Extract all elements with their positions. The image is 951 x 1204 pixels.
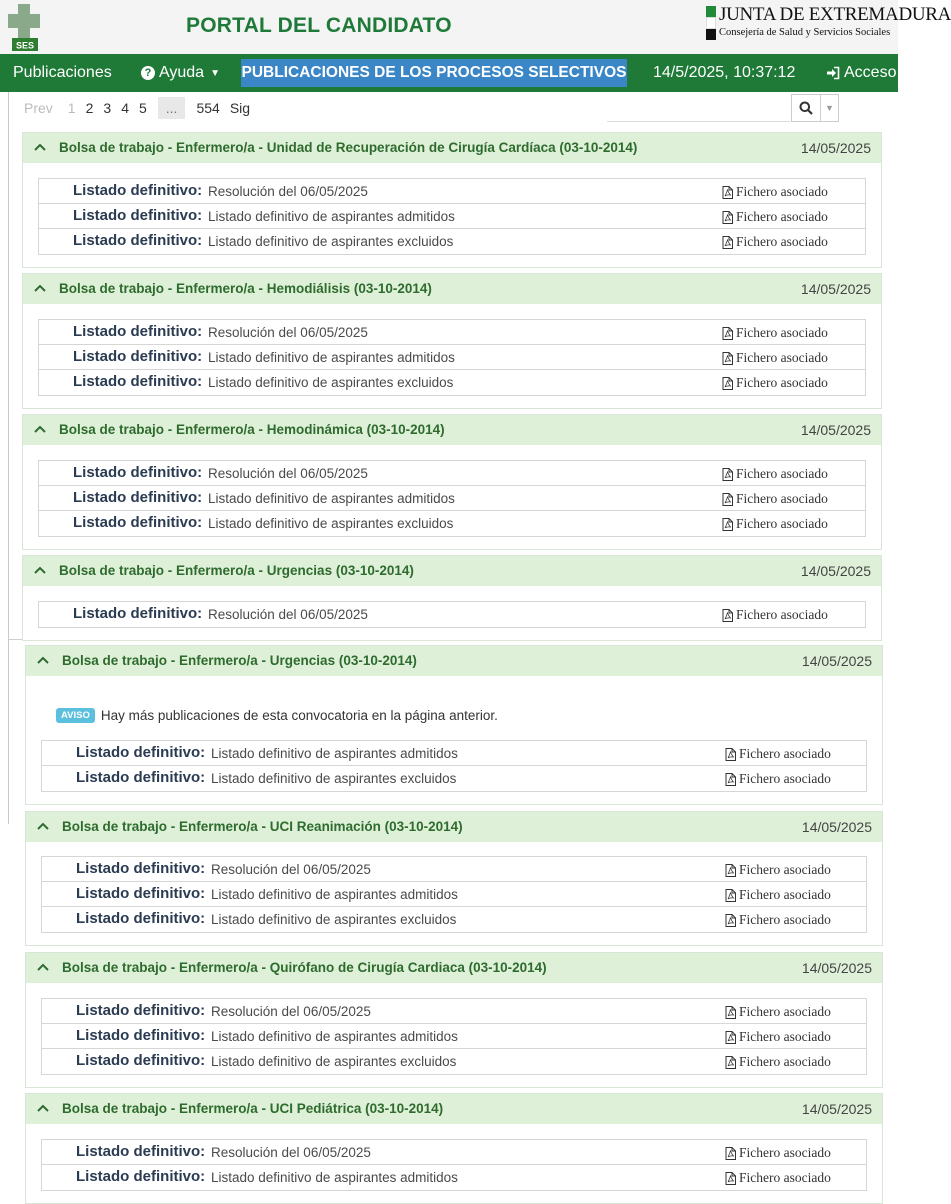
publication-panel [25,952,883,1088]
file-link[interactable] [725,1170,831,1186]
publication-rows [38,460,866,537]
pagination-page-last[interactable]: 554 [196,100,220,116]
junta-subtitle: Consejería de Salud y Servicios Sociales [719,27,891,38]
file-link-label: Fichero asociado [736,607,828,622]
file-link[interactable] [725,887,831,903]
row-text: Listado definitivo de aspirantes admitidos [211,746,458,761]
row-label: Listado definitivo: [76,744,206,761]
panel-header[interactable] [26,646,882,676]
file-link-label: Fichero asociado [736,516,828,531]
file-link-label: Fichero asociado [736,491,828,506]
table-row [42,766,866,791]
row-label: Listado definitivo: [76,1002,206,1019]
panel-title: Bolsa de trabajo - Enfermero/a - Quirófano de Cirugía Cardiaca (03-10-2014) [62,960,547,975]
file-link-label: Fichero asociado [739,1054,831,1069]
table-row [39,370,865,395]
file-link-label: Fichero asociado [736,209,828,224]
row-text: Listado definitivo de aspirantes admitidos [211,1170,458,1185]
panel-title: Bolsa de trabajo - Enfermero/a - Unidad de Recuperación de Cirugía Cardíaca (03-10-2014) [59,140,638,155]
row-label: Listado definitivo: [76,769,206,786]
search-button[interactable] [791,94,821,122]
file-pdf-icon [722,352,733,365]
pagination-page-5[interactable]: 5 [138,100,147,116]
publication-panel [25,1093,883,1204]
caret-down-icon: ▼ [210,67,220,79]
publication-panel [22,132,882,268]
pagination-page-2[interactable]: 2 [85,100,94,116]
row-label: Listado definitivo: [73,182,203,199]
row-text: Resolución del 06/05/2025 [208,184,368,199]
panel-date: 14/05/2025 [801,819,872,835]
file-pdf-icon [725,914,736,927]
panel-header[interactable] [26,953,882,983]
row-label: Listado definitivo: [73,605,203,622]
row-label: Listado definitivo: [73,232,203,249]
row-text: Listado definitivo de aspirantes admitidos [208,350,455,365]
file-pdf-icon [725,1147,736,1160]
panel-title: Bolsa de trabajo - Enfermero/a - Urgencias (03-10-2014) [59,563,414,578]
row-text: Listado definitivo de aspirantes excluidos [211,1054,457,1069]
file-pdf-icon [725,1031,736,1044]
table-row [42,1024,866,1049]
publication-rows [41,1139,867,1191]
row-text: Resolución del 06/05/2025 [208,607,368,622]
caret-down-icon: ▼ [825,103,834,113]
table-row [39,229,865,254]
file-link[interactable] [722,234,828,250]
file-link[interactable] [725,1145,831,1161]
row-label: Listado definitivo: [73,348,203,365]
nav-publicaciones[interactable]: Publicaciones [13,64,112,81]
file-pdf-icon [722,236,733,249]
table-row [42,857,866,882]
file-pdf-icon [725,889,736,902]
file-pdf-icon [725,1006,736,1019]
row-text: Resolución del 06/05/2025 [208,466,368,481]
pagination-ellipsis: ... [158,97,186,119]
file-pdf-icon [725,864,736,877]
panel-date: 14/05/2025 [801,653,872,669]
panel-title: Bolsa de trabajo - Enfermero/a - UCI Reanimación (03-10-2014) [62,819,463,834]
panel-date: 14/05/2025 [800,281,871,297]
row-label: Listado definitivo: [76,1052,206,1069]
row-text: Listado definitivo de aspirantes admitidos [208,209,455,224]
pagination-page-4[interactable]: 4 [121,100,129,116]
file-link[interactable] [725,1029,831,1045]
panel-title: Bolsa de trabajo - Enfermero/a - UCI Pediátrica (03-10-2014) [62,1101,444,1116]
file-link[interactable] [722,607,828,623]
publication-panel [25,645,883,805]
file-link[interactable] [725,1054,831,1070]
file-link-label: Fichero asociado [739,1170,831,1185]
nav-ayuda-label: Ayuda [159,64,205,81]
row-text: Listado definitivo de aspirantes admitidos [211,887,458,902]
file-link[interactable] [722,350,828,366]
chevron-up-icon[interactable] [36,960,50,974]
publication-rows [38,178,866,255]
file-link-label: Fichero asociado [739,1004,831,1019]
search-dropdown-toggle[interactable] [821,94,839,122]
panel-header[interactable] [26,1094,882,1124]
junta-logo[interactable] [706,4,951,44]
panel-header[interactable] [23,133,881,163]
row-label: Listado definitivo: [76,860,206,877]
row-label: Listado definitivo: [76,910,206,927]
row-text: Listado definitivo de aspirantes admitidos [208,491,455,506]
ses-logo-text: SES [15,40,35,51]
file-link-label: Fichero asociado [736,234,828,249]
pagination [14,92,255,124]
file-pdf-icon [722,468,733,481]
file-link-label: Fichero asociado [739,771,831,786]
junta-flag-icon [706,6,716,40]
row-text: Listado definitivo de aspirantes excluidos [208,516,454,531]
file-link[interactable] [722,184,828,200]
file-link-label: Fichero asociado [736,184,828,199]
panel-header[interactable] [23,274,881,304]
row-label: Listado definitivo: [76,1143,206,1160]
table-row [39,320,865,345]
chevron-up-icon[interactable] [36,819,50,833]
nav-ayuda-dropdown[interactable] [141,64,220,82]
file-link-label: Fichero asociado [736,466,828,481]
panel-date: 14/05/2025 [800,140,871,156]
row-label: Listado definitivo: [73,323,203,340]
file-pdf-icon [722,609,733,622]
row-label: Listado definitivo: [73,207,203,224]
panel-header[interactable] [23,415,881,445]
panel-title: Bolsa de trabajo - Enfermero/a - Hemodiálisis (03-10-2014) [59,281,432,296]
nav-acceso[interactable] [826,64,896,82]
nav-datetime: 14/5/2025, 10:37:12 [653,64,796,81]
file-link[interactable] [722,209,828,225]
file-pdf-icon [722,186,733,199]
chevron-up-icon[interactable] [33,422,47,436]
nav-active-tab[interactable]: PUBLICACIONES DE LOS PROCESOS SELECTIVOS [241,59,627,87]
table-row [42,1165,866,1190]
row-text: Resolución del 06/05/2025 [208,325,368,340]
aviso-text: Hay más publicaciones de esta convocatoria en la página anterior. [100,708,498,723]
pagination-next[interactable]: Sig [229,100,251,116]
file-link-label: Fichero asociado [739,746,831,761]
panel-title: Bolsa de trabajo - Enfermero/a - Hemodinámica (03-10-2014) [59,422,445,437]
file-pdf-icon [722,377,733,390]
file-link[interactable] [725,771,831,787]
pagination-prev[interactable]: Prev [24,100,53,116]
file-pdf-icon [725,773,736,786]
panel-header[interactable] [26,812,882,842]
publication-panel [22,273,882,409]
ses-logo-icon[interactable] [4,2,44,52]
row-text: Listado definitivo de aspirantes excluidos [211,912,457,927]
table-row [39,179,865,204]
chevron-up-icon[interactable] [33,281,47,295]
pagination-page-3[interactable]: 3 [103,100,112,116]
panel-date: 14/05/2025 [800,563,871,579]
file-link-label: Fichero asociado [739,862,831,877]
nav-acceso-label: Acceso [844,64,897,81]
publication-rows [41,856,867,933]
search-input[interactable] [607,94,790,122]
file-pdf-icon [722,518,733,531]
file-pdf-icon [725,1056,736,1069]
row-text: Listado definitivo de aspirantes excluidos [211,771,457,786]
table-row [39,345,865,370]
portal-title: PORTAL DEL CANDIDATO [186,14,452,37]
row-text: Resolución del 06/05/2025 [211,862,371,877]
publication-panel [22,555,882,641]
panel-date: 14/05/2025 [800,422,871,438]
file-link[interactable] [725,1004,831,1020]
publication-rows [38,601,866,628]
junta-name: JUNTA DE EXTREMADURA [719,4,951,25]
top-header [0,0,951,54]
question-circle-icon: ? [141,66,155,80]
table-row [42,907,866,932]
row-text: Resolución del 06/05/2025 [211,1004,371,1019]
row-text: Resolución del 06/05/2025 [211,1145,371,1160]
file-link-label: Fichero asociado [739,1029,831,1044]
panel-header[interactable] [23,556,881,586]
file-link[interactable] [725,912,831,928]
file-link[interactable] [722,491,828,507]
row-label: Listado definitivo: [76,1168,206,1185]
file-link-label: Fichero asociado [736,350,828,365]
file-link-label: Fichero asociado [736,325,828,340]
file-pdf-icon [725,748,736,761]
file-link-label: Fichero asociado [736,375,828,390]
row-label: Listado definitivo: [73,489,203,506]
publication-rows [41,998,867,1075]
row-text: Listado definitivo de aspirantes excluidos [208,375,454,390]
chevron-up-icon[interactable] [36,653,50,667]
aviso-badge: AVISO [56,708,95,723]
row-text: Listado definitivo de aspirantes excluidos [208,234,454,249]
file-pdf-icon [722,211,733,224]
publication-rows [38,319,866,396]
table-row [39,511,865,536]
file-link[interactable] [722,516,828,532]
file-link-label: Fichero asociado [739,912,831,927]
file-link[interactable] [722,375,828,391]
sign-in-icon [826,66,840,80]
file-link[interactable] [725,746,831,762]
file-pdf-icon [722,327,733,340]
content-left-border [8,92,9,824]
pagination-page-1[interactable]: 1 [67,100,76,116]
row-label: Listado definitivo: [73,514,203,531]
table-row [42,741,866,766]
file-link[interactable] [725,862,831,878]
file-pdf-icon [722,493,733,506]
table-row [42,1049,866,1074]
table-row [39,461,865,486]
chevron-up-icon[interactable] [36,1101,50,1115]
search-icon [799,101,813,115]
table-row [39,602,865,627]
file-link-label: Fichero asociado [739,1145,831,1160]
row-label: Listado definitivo: [73,464,203,481]
chevron-up-icon[interactable] [33,140,47,154]
aviso-notice [56,708,498,723]
row-text: Listado definitivo de aspirantes admitidos [211,1029,458,1044]
panel-date: 14/05/2025 [801,960,872,976]
publication-panel [25,811,883,946]
row-label: Listado definitivo: [76,885,206,902]
publication-rows [41,740,867,792]
chevron-up-icon[interactable] [33,563,47,577]
main-navbar [0,54,898,92]
table-row [42,999,866,1024]
panel-title: Bolsa de trabajo - Enfermero/a - Urgencias (03-10-2014) [62,653,417,668]
table-row [42,1140,866,1165]
panel-date: 14/05/2025 [801,1101,872,1117]
file-link-label: Fichero asociado [739,887,831,902]
row-label: Listado definitivo: [73,373,203,390]
table-row [39,204,865,229]
file-link[interactable] [722,325,828,341]
table-row [39,486,865,511]
publication-panel [22,414,882,550]
file-pdf-icon [725,1172,736,1185]
row-label: Listado definitivo: [76,1027,206,1044]
table-row [42,882,866,907]
file-link[interactable] [722,466,828,482]
